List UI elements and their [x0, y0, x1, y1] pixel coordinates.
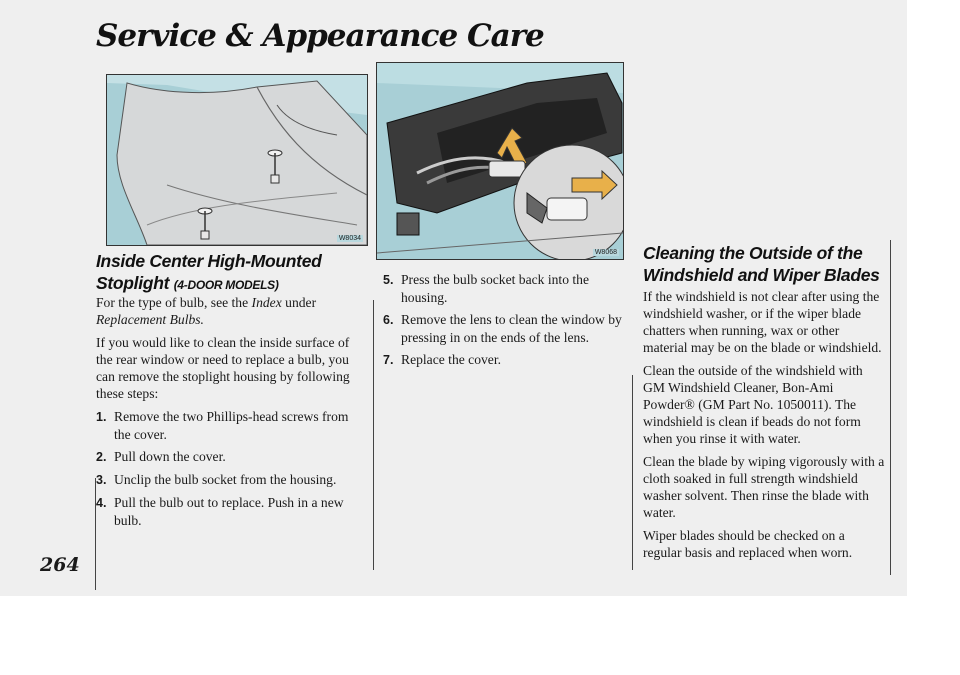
figure-code-left: W8034 — [338, 235, 361, 242]
middle-column-text — [383, 271, 628, 374]
step-5: 5. Press the bulb socket back into the housing. — [383, 272, 590, 305]
stoplight-intro-paragraph: If you would like to clean the inside surface of the rear window or need to replace a bulb, you can remove the stoplight housing by following these steps: — [96, 335, 350, 401]
page-number: 264 — [40, 554, 80, 576]
right-margin-rule — [890, 240, 891, 575]
column-divider-2 — [632, 375, 633, 570]
windshield-paragraph-1: If the windshield is not clear after using the windshield washer, or if the wiper blade chatters when running, wax or other material may be on the blade or windshield. — [643, 289, 882, 355]
windshield-paragraph-3: Clean the blade by wiping vigorously with a cloth soaked in full strength windshield washer solvent. Then rinse the blade with water. — [643, 454, 885, 520]
windshield-heading: Cleaning the Outside of the Windshield and Wiper Blades — [643, 243, 880, 285]
stoplight-cover-illustration — [107, 75, 367, 245]
stoplight-heading-sub: (4-DOOR MODELS) — [173, 278, 279, 292]
stoplight-cover-figure — [106, 74, 368, 246]
step-2: 2. Pull down the cover. — [96, 449, 226, 464]
bulb-socket-figure — [376, 62, 624, 260]
step-1: 1. Remove the two Phillips-head screws from the cover. — [96, 409, 349, 442]
step-6: 6. Remove the lens to clean the window by pressing in on the ends of the lens. — [383, 312, 622, 345]
windshield-paragraph-4: Wiper blades should be checked on a regular basis and replaced when worn. — [643, 528, 853, 560]
replacement-bulbs-reference: Replacement Bulbs. — [96, 312, 204, 327]
page-title: Service & Appearance Care — [96, 18, 544, 54]
bulb-type-paragraph — [96, 294, 366, 328]
figure-code-right: W8068 — [594, 249, 617, 256]
right-column-text — [643, 288, 885, 567]
under-text: under — [285, 295, 317, 310]
bulb-socket-illustration — [377, 63, 623, 259]
step-4: 4. Pull the bulb out to replace. Push in a new bulb. — [96, 495, 344, 528]
column-divider-1 — [373, 300, 374, 570]
bulb-type-text: For the type of bulb, see the — [96, 295, 249, 310]
left-column-text — [96, 294, 366, 534]
stoplight-heading — [96, 250, 366, 296]
step-7: 7. Replace the cover. — [383, 352, 502, 367]
index-reference: Index — [251, 295, 282, 310]
stoplight-heading-main: Inside Center High-Mounted Stoplight — [96, 251, 322, 293]
step-3: 3. Unclip the bulb socket from the housing. — [96, 472, 337, 487]
windshield-paragraph-2: Clean the outside of the windshield with GM Windshield Cleaner, Bon-Ami Powder® (GM Part No. 1050011). The windshield is clean if beads do not form when you rinse it with water. — [643, 363, 863, 446]
